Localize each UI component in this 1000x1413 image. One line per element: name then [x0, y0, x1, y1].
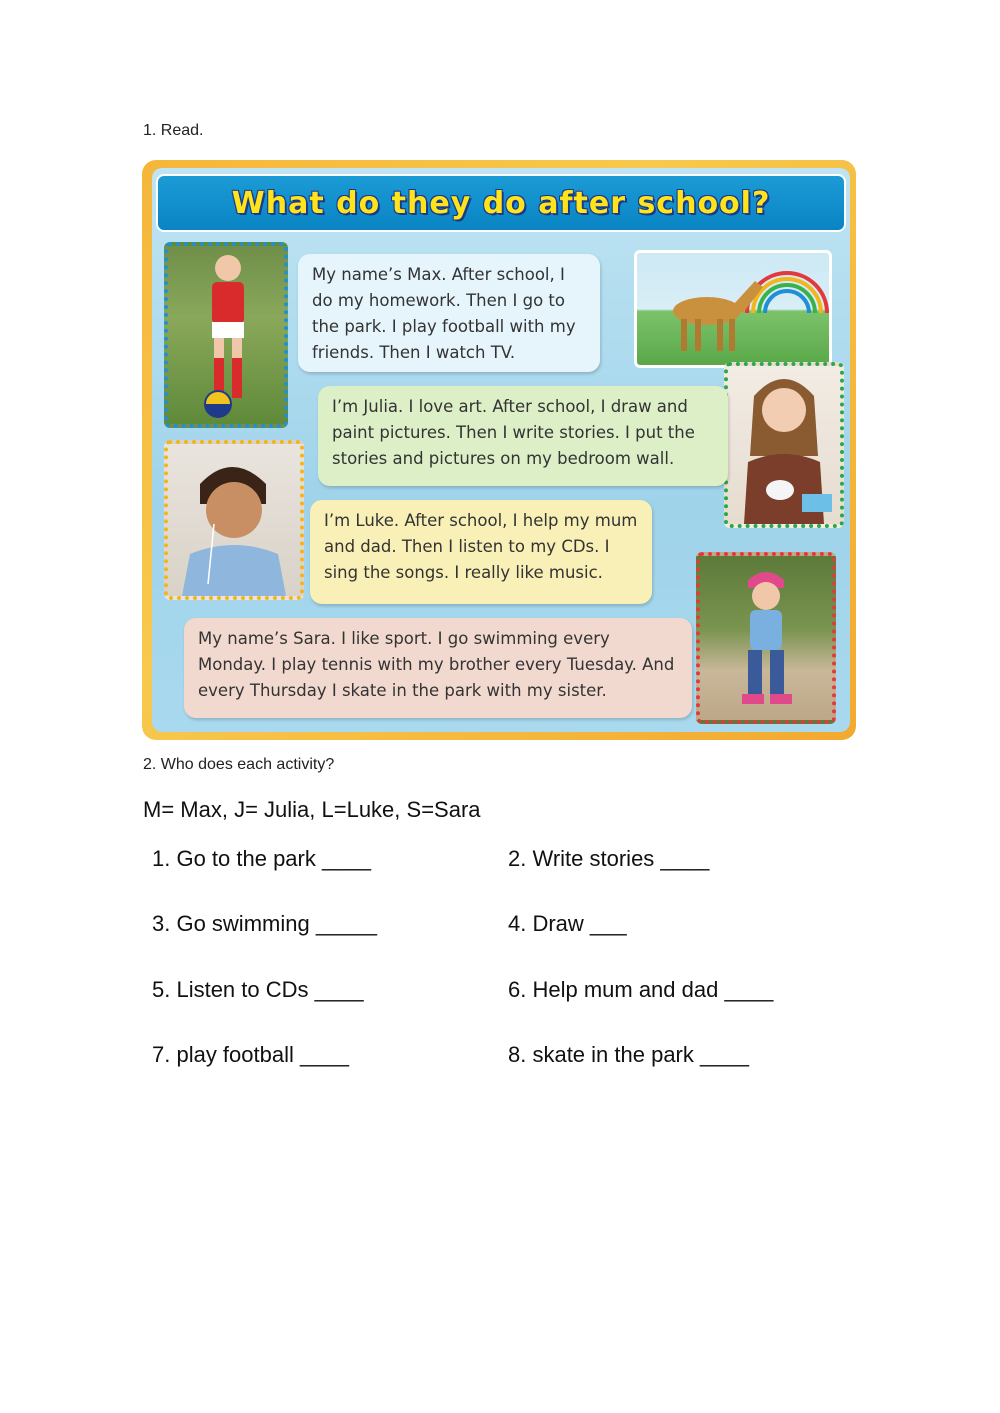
luke-photo — [164, 440, 304, 600]
name-key: M= Max, J= Julia, L=Luke, S=Sara — [143, 797, 481, 822]
exercise-item-2: 2. Write stories ____ — [508, 846, 710, 871]
card-banner — [156, 174, 846, 232]
julia-photo — [724, 362, 844, 528]
julia-text-bubble — [318, 386, 728, 486]
max-text: My name’s Max. After school, I do my homework. Then I go to the park. I play football with my friends. Then I watch TV. — [312, 265, 576, 362]
luke-text: I’m Luke. After school, I help my mum and dad. Then I listen to my CDs. I sing the songs. I really like music. — [324, 511, 638, 582]
max-photo — [164, 242, 288, 428]
exercise-item-6: 6. Help mum and dad ____ — [508, 977, 774, 1002]
exercise-item-4: 4. Draw ___ — [508, 911, 627, 936]
instruction-who: 2. Who does each activity? — [143, 756, 335, 773]
exercise-item-3: 3. Go swimming _____ — [152, 911, 377, 936]
reading-card — [142, 160, 856, 740]
exercise-item-7: 7. play football ____ — [152, 1042, 349, 1067]
sara-photo — [696, 552, 836, 724]
reading-card-inner — [152, 168, 850, 732]
julia-text: I’m Julia. I love art. After school, I draw and paint pictures. Then I write stories. I put the stories and pictures on my bedroom wall. — [332, 397, 695, 468]
max-text-bubble — [298, 254, 600, 372]
sara-text-bubble — [184, 618, 692, 718]
exercise-item-8: 8. skate in the park ____ — [508, 1042, 749, 1067]
exercise-item-5: 5. Listen to CDs ____ — [152, 977, 364, 1002]
card-title: What do they do after school? — [231, 185, 771, 221]
sara-text: My name’s Sara. I like sport. I go swimming every Monday. I play tennis with my brother every Tuesday. And every Thursday I skate in the park with my sister. — [198, 629, 675, 700]
instruction-read: 1. Read. — [143, 122, 204, 139]
exercise-item-1: 1. Go to the park ____ — [152, 846, 371, 871]
luke-text-bubble — [310, 500, 652, 604]
horse-painting — [634, 250, 832, 368]
